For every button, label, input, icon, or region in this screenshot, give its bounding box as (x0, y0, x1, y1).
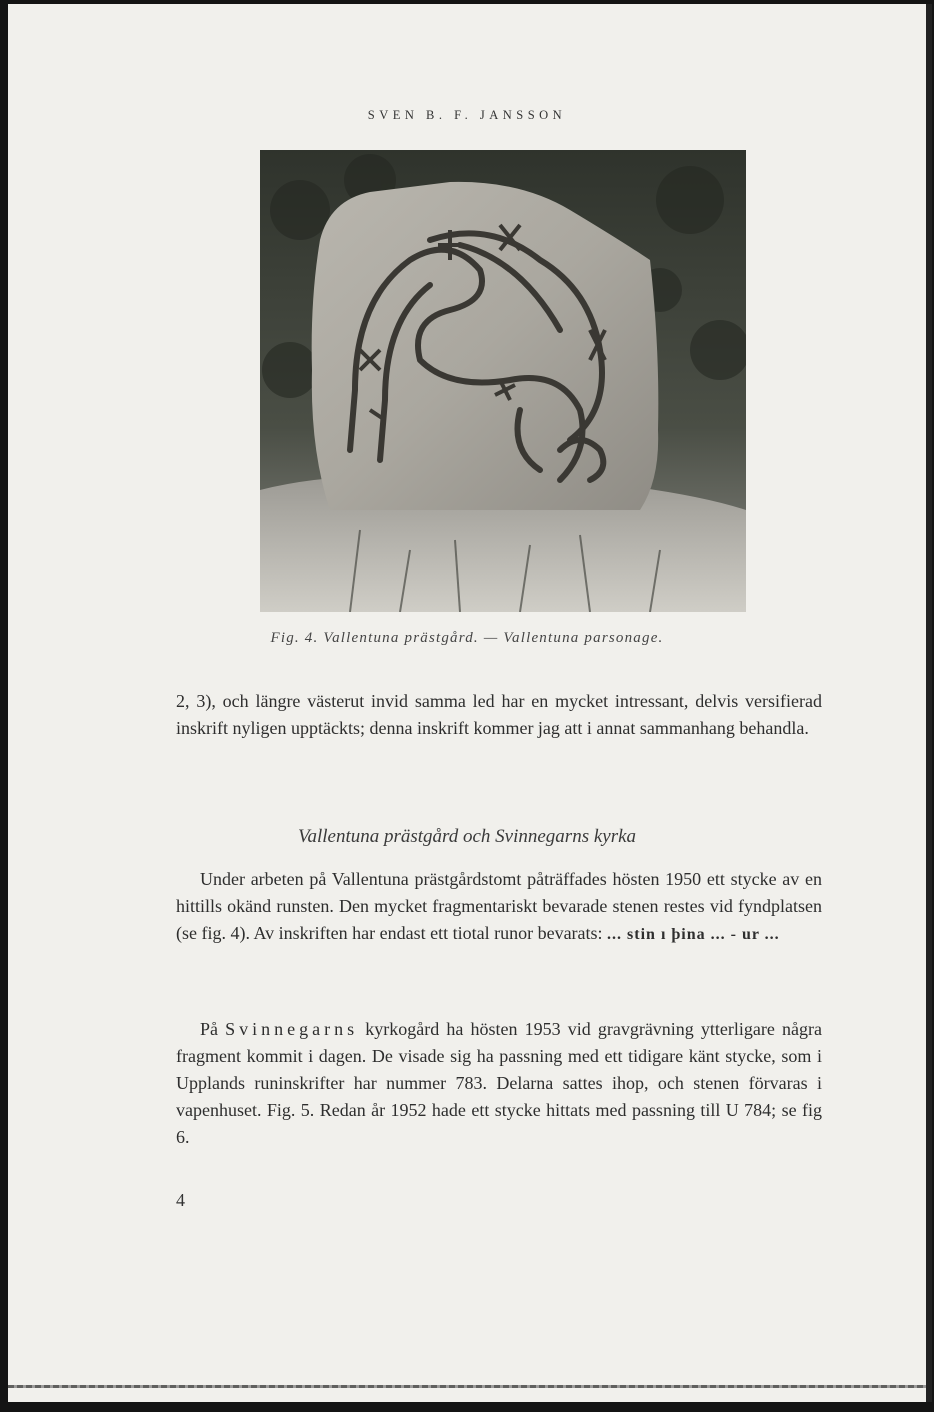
section-heading: Vallentuna prästgård och Svinnegarns kyrka (297, 826, 637, 847)
paragraph-vallentuna-text: Under arbeten på Vallentuna prästgårdstomt påträffades hösten 1950 ett stycke av en hittills okänd runsten. Den mycket fragmentariskt bevarade stenen restes vid fyndplatsen (se fig. 4). Av inskriften har endast ett tiotal runor bevarats: (176, 869, 822, 943)
paragraph-svinnegarn-start: På (200, 1019, 226, 1039)
paragraph-vallentuna (176, 866, 822, 948)
rune-transcription: ... stin ı þina ... - ur ... (607, 926, 780, 943)
page-number: 4 (176, 1190, 185, 1210)
paragraph-intro (176, 688, 822, 742)
paragraph-svinnegarn (176, 1016, 822, 1151)
running-header: SVEN B. F. JANSSON (367, 108, 567, 122)
scan-edge (8, 1385, 926, 1388)
figure-caption: Fig. 4. Vallentuna prästgård. — Vallentuna parsonage. (270, 630, 664, 646)
runestone-photo (260, 150, 746, 612)
place-name-svinnegarn: Svinnegarns (225, 1019, 359, 1039)
document-page (8, 4, 932, 1402)
paragraph-intro-text: 2, 3), och längre västerut invid samma led har en mycket intressant, delvis versifierad inskrift nyligen upptäckts; denna inskrift kommer jag att i annat sammanhang behandla. (176, 691, 822, 738)
paragraph-svinnegarn-rest: kyrkogård ha hösten 1953 vid gravgrävning ytterligare några fragment kommit i dagen. De visade sig ha passning med ett tidigare känt stycke, som i Upplands runinskrifter har nummer 783. Delarna sattes ihop, och stenen förvaras i vapenhuset. Fig. 5. Redan år 1952 hade ett stycke hittats med passning till U 784; se fig 6. (176, 1019, 822, 1147)
